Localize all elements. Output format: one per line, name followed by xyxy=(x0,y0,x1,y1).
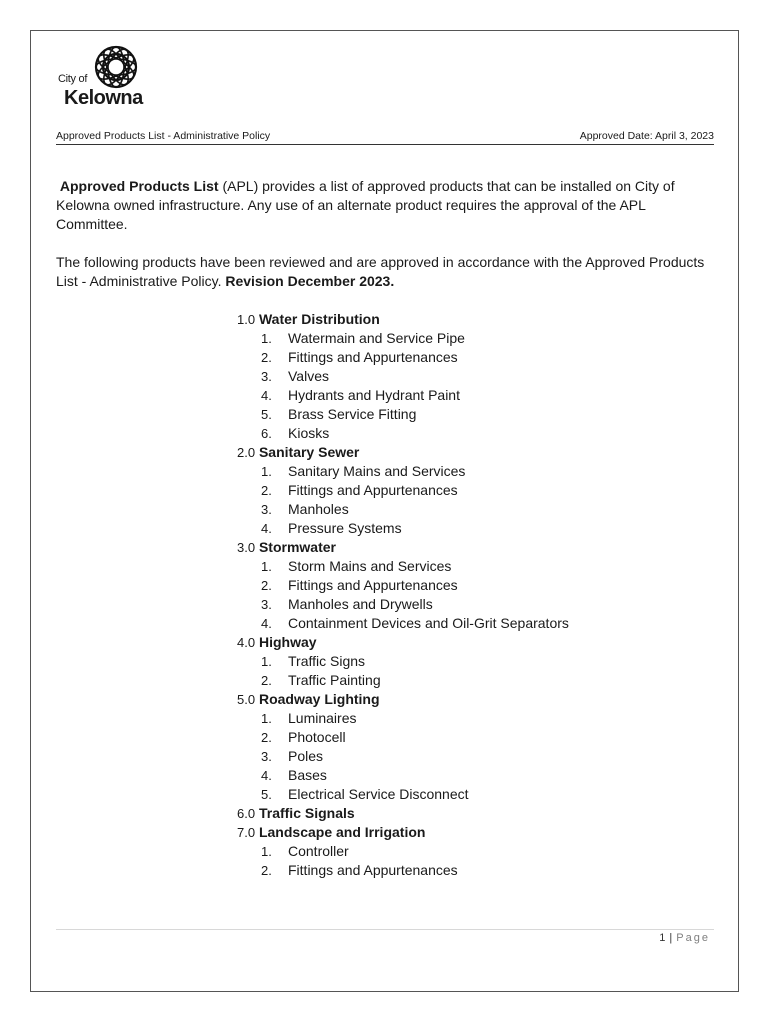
section-title: Highway xyxy=(258,634,317,650)
document-page xyxy=(30,30,739,992)
list-item-label: Watermain and Service Pipe xyxy=(288,330,465,346)
list-item xyxy=(237,785,469,804)
list-item-number: 4. xyxy=(261,768,272,783)
list-item-label: Manholes xyxy=(288,501,349,517)
approval-text: The following products have been reviewed and are approved in accordance with the Approved Products List - Administrative Policy. xyxy=(56,254,705,289)
section-number: 3.0 xyxy=(237,540,256,555)
list-item-number: 1. xyxy=(261,464,272,479)
intro-bold-lead: Approved Products List xyxy=(59,178,219,194)
section-number: 6.0 xyxy=(237,806,256,821)
logo-city-of: City of xyxy=(58,73,88,85)
section-title: Traffic Signals xyxy=(258,805,355,821)
list-item-number: 2. xyxy=(261,578,272,593)
section-heading xyxy=(237,690,425,709)
list-item-number: 5. xyxy=(261,787,272,802)
page-label: Page xyxy=(676,932,710,944)
list-item-label: Hydrants and Hydrant Paint xyxy=(288,387,460,403)
header-approved-date: Approved Date: April 3, 2023 xyxy=(579,130,714,142)
list-item xyxy=(237,424,425,443)
section-number: 1.0 xyxy=(237,312,256,327)
section-heading xyxy=(237,443,425,462)
list-item xyxy=(237,519,425,538)
list-item-number: 2. xyxy=(261,483,272,498)
list-item-label: Fittings and Appurtenances xyxy=(288,482,458,498)
list-item-number: 3. xyxy=(261,597,272,612)
list-item xyxy=(237,481,458,500)
page-header xyxy=(56,130,714,145)
city-logo xyxy=(58,43,178,113)
list-item-label: Manholes and Drywells xyxy=(288,596,433,612)
section-number: 7.0 xyxy=(237,825,256,840)
list-item xyxy=(237,747,425,766)
list-item-label: Storm Mains and Services xyxy=(288,558,452,574)
section-heading xyxy=(237,538,425,557)
list-item-number: 3. xyxy=(261,502,272,517)
logo-mark-icon xyxy=(92,43,140,91)
list-item xyxy=(237,557,452,576)
list-item xyxy=(237,861,458,880)
section-title: Roadway Lighting xyxy=(258,691,380,707)
section-heading xyxy=(237,804,425,823)
list-item-label: Containment Devices and Oil-Grit Separators xyxy=(288,615,569,631)
list-item-label: Kiosks xyxy=(288,425,330,441)
list-item-number: 1. xyxy=(261,559,272,574)
list-item-number: 5. xyxy=(261,407,272,422)
footer-divider xyxy=(56,929,714,930)
section-heading xyxy=(237,310,425,329)
list-item xyxy=(237,595,433,614)
list-item-label: Traffic Painting xyxy=(288,672,381,688)
header-policy-title: Approved Products List - Administrative Policy xyxy=(56,130,271,142)
list-item-number: 4. xyxy=(261,388,272,403)
list-item xyxy=(237,386,460,405)
section-title: Water Distribution xyxy=(258,311,380,327)
list-item xyxy=(237,671,425,690)
list-item-number: 2. xyxy=(261,673,272,688)
product-categories-list xyxy=(237,310,569,880)
list-item-label: Photocell xyxy=(288,729,346,745)
section-heading xyxy=(237,633,425,652)
list-item xyxy=(237,329,465,348)
logo-kelowna: Kelowna xyxy=(64,87,143,109)
section-number: 4.0 xyxy=(237,635,256,650)
list-item-number: 4. xyxy=(261,616,272,631)
list-item-number: 3. xyxy=(261,369,272,384)
list-item xyxy=(237,405,425,424)
list-item-number: 1. xyxy=(261,331,272,346)
list-item-label: Fittings and Appurtenances xyxy=(288,862,458,878)
list-item-number: 2. xyxy=(261,350,272,365)
intro-text: (APL) provides a list of approved products that can be installed on City of Kelowna owned infrastructure. Any use of an alternate product requires the approval of the APL Committee. xyxy=(56,178,675,232)
list-item xyxy=(237,348,458,367)
list-item xyxy=(237,842,425,861)
section-number: 2.0 xyxy=(237,445,256,460)
page-number: 1 xyxy=(659,932,666,944)
list-item-label: Poles xyxy=(288,748,324,764)
revision-label: Revision December 2023. xyxy=(225,273,395,289)
list-item xyxy=(237,462,466,481)
list-item-number: 1. xyxy=(261,844,272,859)
list-item-number: 1. xyxy=(261,654,272,669)
list-item-label: Fittings and Appurtenances xyxy=(288,577,458,593)
list-item xyxy=(237,500,425,519)
section-title: Stormwater xyxy=(258,539,336,555)
list-item-number: 3. xyxy=(261,749,272,764)
list-item-label: Traffic Signs xyxy=(288,653,366,669)
list-item xyxy=(237,576,458,595)
list-item-number: 6. xyxy=(261,426,272,441)
list-item-label: Valves xyxy=(288,368,329,384)
list-item xyxy=(237,652,425,671)
list-item-label: Pressure Systems xyxy=(288,520,402,536)
section-heading xyxy=(237,823,425,842)
list-item-label: Sanitary Mains and Services xyxy=(288,463,466,479)
list-item-label: Fittings and Appurtenances xyxy=(288,349,458,365)
list-item-number: 1. xyxy=(261,711,272,726)
list-item-number: 2. xyxy=(261,730,272,745)
list-item xyxy=(237,367,425,386)
list-item xyxy=(237,766,425,785)
list-item-label: Electrical Service Disconnect xyxy=(288,786,469,802)
list-item-label: Bases xyxy=(288,767,327,783)
footer-separator: | xyxy=(665,932,677,944)
intro-paragraph xyxy=(56,177,716,234)
page-footer xyxy=(659,932,710,944)
section-title: Sanitary Sewer xyxy=(258,444,360,460)
list-item-label: Controller xyxy=(288,843,349,859)
approval-paragraph xyxy=(56,253,716,291)
list-item-label: Luminaires xyxy=(288,710,357,726)
list-item-number: 2. xyxy=(261,863,272,878)
list-item xyxy=(237,614,569,633)
list-item-label: Brass Service Fitting xyxy=(288,406,417,422)
section-title: Landscape and Irrigation xyxy=(258,824,426,840)
section-number: 5.0 xyxy=(237,692,256,707)
list-item xyxy=(237,728,425,747)
list-item xyxy=(237,709,425,728)
list-item-number: 4. xyxy=(261,521,272,536)
